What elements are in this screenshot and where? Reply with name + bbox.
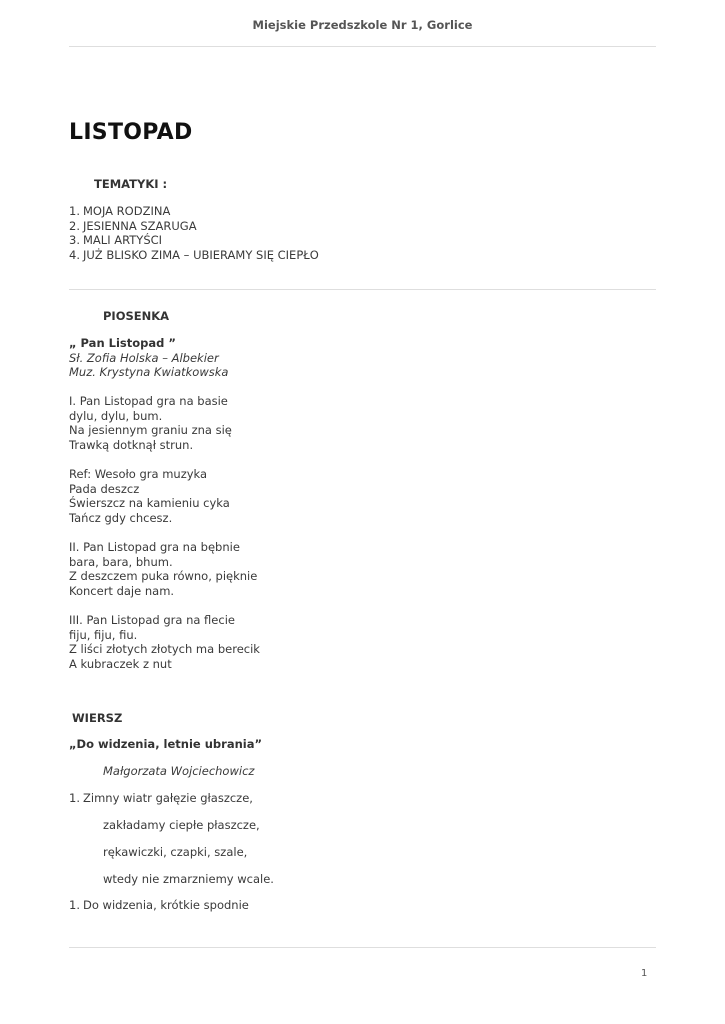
song-verse-3: III. Pan Listopad gra na flecie fiju, fiju, fiu. Z liści złotych złotych ma berecik A kubraczek z nut xyxy=(69,613,260,671)
song-heading: PIOSENKA xyxy=(103,309,170,323)
poem-stanza-2: 1. Do widzenia, krótkie spodnie xyxy=(69,898,249,912)
poem-stanza-1: 1. Zimny wiatr gałęzie głaszcze, xyxy=(69,791,253,805)
section-divider xyxy=(69,289,656,290)
poem-title: „Do widzenia, letnie ubrania” xyxy=(69,737,263,751)
page-title: LISTOPAD xyxy=(69,120,193,145)
topics-heading: TEMATYKI : xyxy=(94,177,168,191)
poem-line: rękawiczki, czapki, szale, xyxy=(103,845,248,859)
poem-line: wtedy nie zmarzniemy wcale. xyxy=(103,872,274,886)
song-chorus: Ref: Wesoło gra muzyka Pada deszcz Świerszcz na kamieniu cyka Tańcz gdy chcesz. xyxy=(69,467,230,525)
list-item: 3. MALI ARTYŚCI xyxy=(69,233,163,248)
page-header: Miejskie Przedszkole Nr 1, Gorlice xyxy=(252,18,473,32)
list-item: 1. MOJA RODZINA xyxy=(69,204,171,218)
topics-list xyxy=(69,204,319,262)
poem-line: zakładamy ciepłe płaszcze, xyxy=(103,818,260,832)
page-number: 1 xyxy=(641,968,648,979)
song-verse-2: II. Pan Listopad gra na bębnie bara, bara, bhum. Z deszczem puka równo, pięknie Koncert daje nam. xyxy=(69,540,258,598)
list-item: 2. JESIENNA SZARUGA xyxy=(69,218,197,233)
poem-author: Małgorzata Wojciechowicz xyxy=(103,764,255,778)
song-lyrics-author: Sł. Zofia Holska – Albekier xyxy=(69,350,219,365)
header-divider xyxy=(69,46,656,47)
poem-heading: WIERSZ xyxy=(72,711,123,725)
list-item: 4. JUŻ BLISKO ZIMA – UBIERAMY SIĘ CIEPŁO xyxy=(69,247,319,262)
footer-divider xyxy=(69,947,656,948)
song-title: „ Pan Listopad ” xyxy=(69,336,176,350)
song-music-author: Muz. Krystyna Kwiatkowska xyxy=(69,365,229,380)
song-credits xyxy=(69,336,228,380)
song-verse-1: I. Pan Listopad gra na basie dylu, dylu, bum. Na jesiennym graniu zna się Trawką dotknął strun. xyxy=(69,394,232,452)
